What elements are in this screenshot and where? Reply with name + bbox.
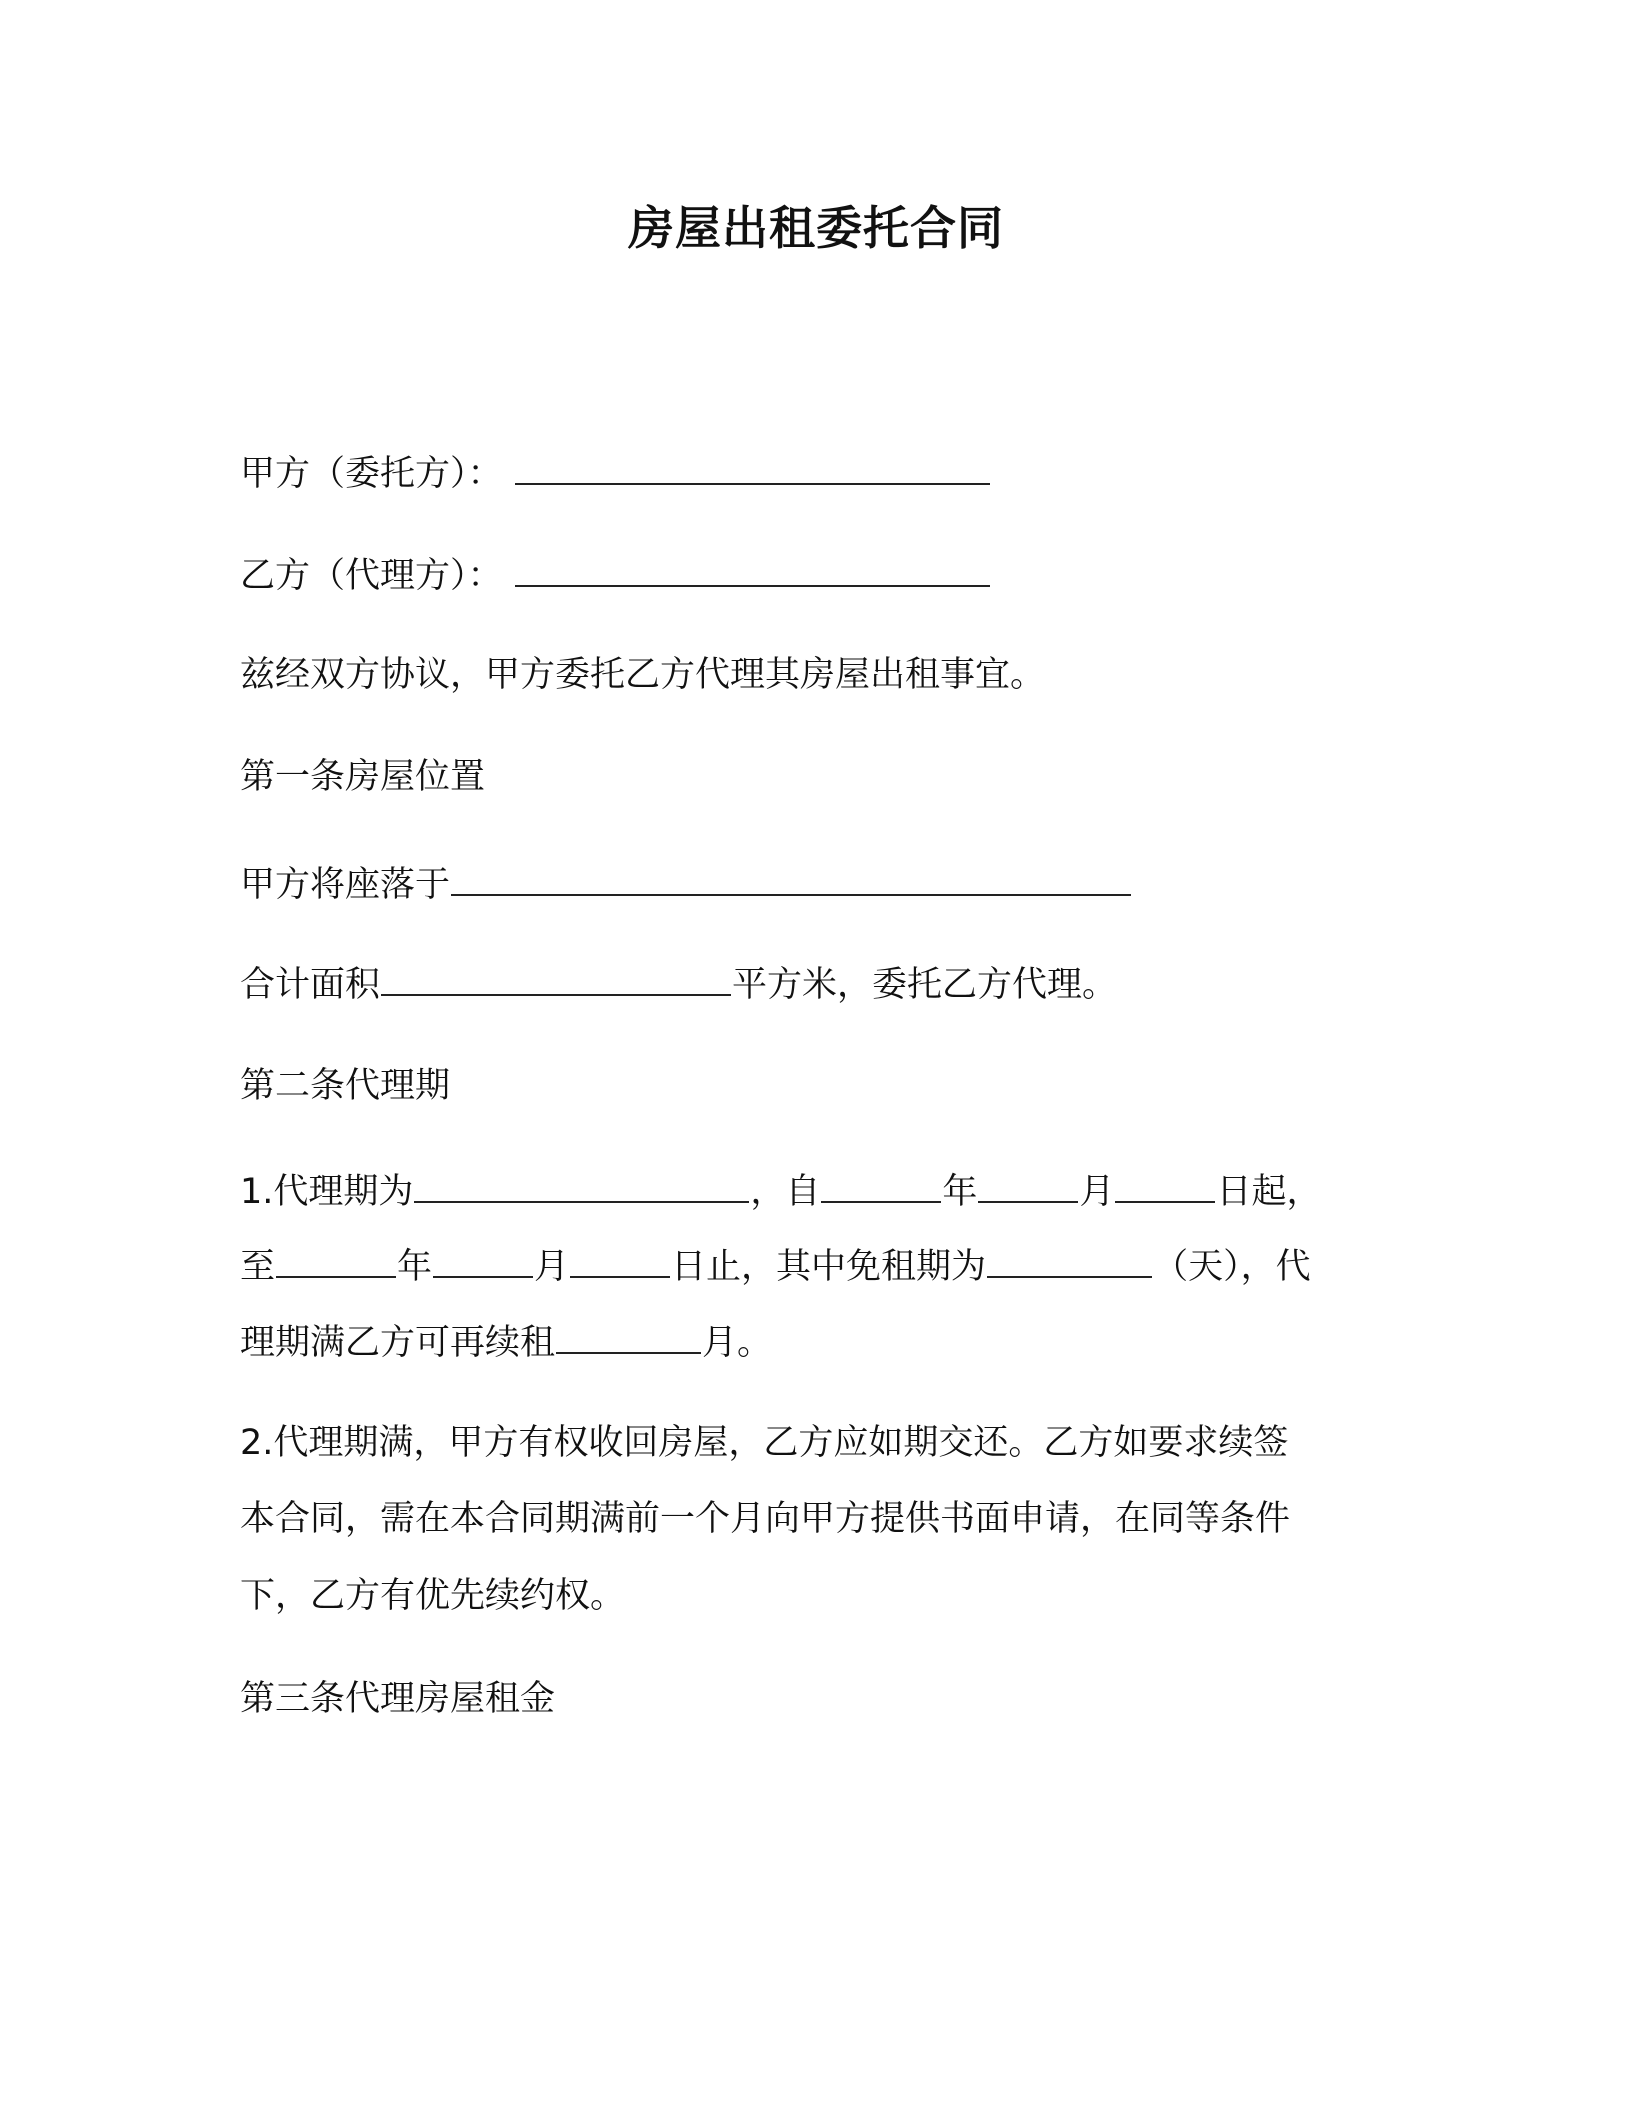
start-year-blank[interactable] [821, 1165, 941, 1203]
article2-heading: 第二条代理期 [240, 1066, 451, 1106]
agency-period-line-2 [240, 1240, 1311, 1292]
party-b-line [240, 549, 991, 601]
renewal-suffix: 月。 [702, 1323, 773, 1363]
renewal-months-blank[interactable] [556, 1316, 701, 1354]
party-b-label: 乙方（代理方）： [240, 556, 503, 596]
agency-period-line-1 [240, 1165, 1321, 1217]
rent-free-days-blank[interactable] [987, 1240, 1152, 1278]
party-a-blank[interactable] [515, 447, 990, 485]
month-label: 月 [1079, 1172, 1115, 1212]
location-blank[interactable] [451, 858, 1131, 896]
party-b-blank[interactable] [515, 549, 990, 587]
location-line [240, 858, 1132, 910]
from-label: ，自 [750, 1172, 821, 1212]
renewal-label: 理期满乙方可再续租 [240, 1323, 556, 1363]
contract-title: 房屋出租委托合同 [628, 201, 1004, 255]
rent-free-label: 日止，其中免租期为 [671, 1247, 987, 1287]
end-year-blank[interactable] [276, 1240, 396, 1278]
days-label: （天），代 [1153, 1247, 1311, 1287]
month-label: 月 [534, 1247, 570, 1287]
location-label: 甲方将座落于 [240, 865, 451, 905]
area-line [240, 958, 1117, 1010]
article3-heading: 第三条代理房屋租金 [240, 1679, 556, 1719]
item2-line-1: 2.代理期满，甲方有权收回房屋，乙方应如期交还。乙方如要求续签 [240, 1423, 1289, 1463]
item2-line-2: 本合同，需在本合同期满前一个月向甲方提供书面申请，在同等条件 [240, 1499, 1291, 1539]
end-day-blank[interactable] [570, 1240, 670, 1278]
party-a-label: 甲方（委托方）： [240, 454, 503, 494]
start-day-label: 日起， [1216, 1172, 1322, 1212]
agency-period-label: 1.代理期为 [240, 1172, 414, 1212]
area-suffix: 平方米，委托乙方代理。 [732, 965, 1118, 1005]
article1-heading: 第一条房屋位置 [240, 757, 486, 797]
end-month-blank[interactable] [433, 1240, 533, 1278]
start-month-blank[interactable] [978, 1165, 1078, 1203]
year-label: 年 [942, 1172, 978, 1212]
agency-period-blank[interactable] [414, 1165, 749, 1203]
party-a-line [240, 447, 991, 499]
area-blank[interactable] [381, 958, 731, 996]
start-day-blank[interactable] [1115, 1165, 1215, 1203]
intro-paragraph: 兹经双方协议，甲方委托乙方代理其房屋出租事宜。 [240, 655, 1046, 695]
agency-period-line-3 [240, 1316, 772, 1368]
area-label: 合计面积 [240, 965, 381, 1005]
to-label: 至 [240, 1247, 276, 1287]
year-label: 年 [397, 1247, 433, 1287]
item2-line-3: 下，乙方有优先续约权。 [240, 1576, 626, 1616]
